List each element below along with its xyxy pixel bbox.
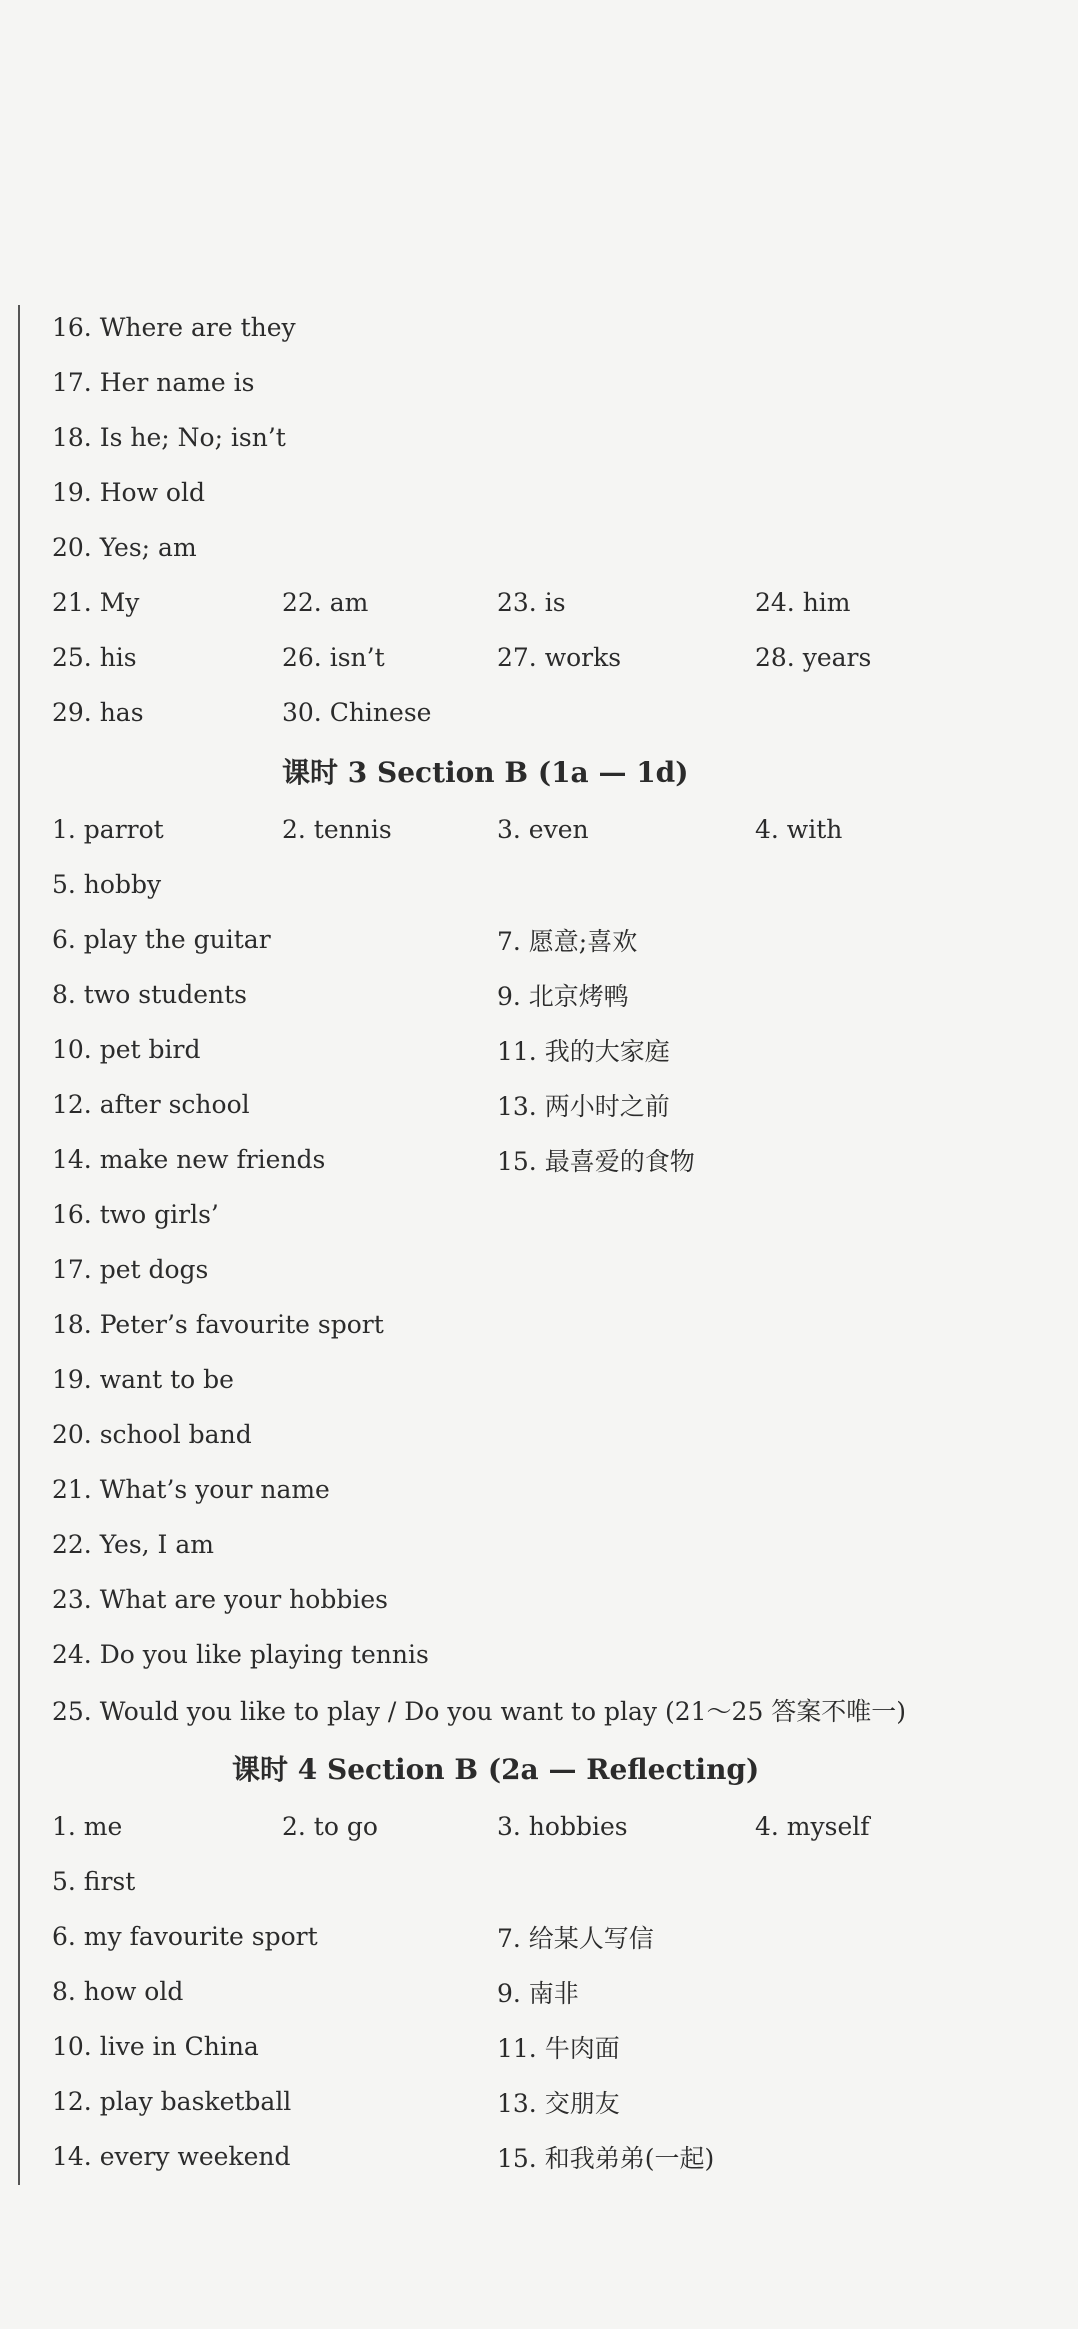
answer-row: 5. hobby: [52, 870, 162, 899]
pair-right: 13. 两小时之前: [497, 1091, 670, 1121]
answer-row: 23. What are your hobbies: [52, 1585, 388, 1614]
answer-row: [52, 465, 1052, 520]
grid-cell: 25. his: [52, 643, 137, 672]
grid-cell: 24. him: [755, 588, 851, 617]
pair-left: 10. pet bird: [52, 1035, 201, 1064]
answer-row: 21. What’s your name: [52, 1475, 330, 1504]
pair-left: 6. play the guitar: [52, 925, 271, 954]
answer-pair-row: [52, 2019, 1052, 2074]
answer-pair-row: [52, 1022, 1052, 1077]
grid-cell: 30. Chinese: [282, 698, 432, 727]
pair-left: 12. play basketball: [52, 2087, 292, 2116]
pair-right: 11. 牛肉面: [497, 2033, 620, 2063]
answer-row: 17. pet dogs: [52, 1255, 209, 1284]
pair-left: 8. two students: [52, 980, 247, 1009]
answer-row: 18. Peter’s favourite sport: [52, 1310, 384, 1339]
grid-cell: 3. hobbies: [497, 1812, 628, 1841]
grid-cell: 21. My: [52, 588, 140, 617]
pair-left: 14. every weekend: [52, 2142, 291, 2171]
answer-pair-row: [52, 2074, 1052, 2129]
pair-left: 10. live in China: [52, 2032, 259, 2061]
section-heading: 课时 3 Section B (1a — 1d): [282, 756, 689, 789]
item-16: 16. Where are they: [52, 313, 296, 342]
grid-cell: 27. works: [497, 643, 622, 672]
answer-pair-row: [52, 1964, 1052, 2019]
section-heading: 课时 4 Section B (2a — Reflecting): [232, 1753, 760, 1786]
grid-cell: 1. me: [52, 1812, 123, 1841]
answer-grid-row: [52, 575, 1052, 630]
pair-left: 14. make new friends: [52, 1145, 326, 1174]
answer-grid-row: [52, 1799, 1052, 1854]
answer-row: [52, 410, 1052, 465]
answer-row: 20. school band: [52, 1420, 252, 1449]
grid-cell: 4. myself: [755, 1812, 870, 1841]
pair-left: 8. how old: [52, 1977, 184, 2006]
grid-cell: 28. years: [755, 643, 872, 672]
pair-right: 9. 北京烤鸭: [497, 981, 629, 1011]
answer-row: [52, 300, 1052, 355]
item-19: 19. How old: [52, 478, 205, 507]
answer-pair-row: [52, 2129, 1052, 2184]
pair-left: 12. after school: [52, 1090, 250, 1119]
pair-right: 7. 愿意;喜欢: [497, 926, 638, 956]
grid-cell: 3. even: [497, 815, 589, 844]
pair-right: 7. 给某人写信: [497, 1923, 654, 1953]
answer-row: 22. Yes, I am: [52, 1530, 214, 1559]
answer-row: [52, 520, 1052, 575]
grid-cell: 2. to go: [282, 1812, 378, 1841]
answer-pair-row: [52, 1077, 1052, 1132]
answer-row: 19. want to be: [52, 1365, 234, 1394]
answer-row: 24. Do you like playing tennis: [52, 1640, 429, 1669]
grid-cell: 26. isn’t: [282, 643, 385, 672]
pair-right: 15. 和我弟弟(一起): [497, 2143, 715, 2173]
pair-right: 15. 最喜爱的食物: [497, 1146, 695, 1176]
answer-grid-row: [52, 630, 1052, 685]
margin-rule: [18, 305, 20, 2185]
answer-row: 16. two girls’: [52, 1200, 219, 1229]
pair-left: 6. my favourite sport: [52, 1922, 318, 1951]
item-20: 20. Yes; am: [52, 533, 197, 562]
grid-cell: 22. am: [282, 588, 369, 617]
answer-row: 25. Would you like to play / Do you want to play (21～25 答案不唯一): [52, 1696, 907, 1726]
answer-pair-row: [52, 1909, 1052, 1964]
answer-pair-row: [52, 1132, 1052, 1187]
answer-grid-row: [52, 685, 1052, 740]
grid-cell: 23. is: [497, 588, 566, 617]
answer-pair-row: [52, 967, 1052, 1022]
item-17: 17. Her name is: [52, 368, 255, 397]
pair-right: 11. 我的大家庭: [497, 1036, 670, 1066]
pair-right: 9. 南非: [497, 1978, 579, 2008]
answer-grid-row: [52, 802, 1052, 857]
item-18: 18. Is he; No; isn’t: [52, 423, 286, 452]
grid-cell: 4. with: [755, 815, 843, 844]
grid-cell: 2. tennis: [282, 815, 392, 844]
grid-cell: 1. parrot: [52, 815, 164, 844]
pair-right: 13. 交朋友: [497, 2088, 620, 2118]
answer-pair-row: [52, 912, 1052, 967]
answer-row: 5. first: [52, 1867, 136, 1896]
grid-cell: 29. has: [52, 698, 144, 727]
answer-content: [52, 300, 1052, 2184]
answer-row: [52, 355, 1052, 410]
